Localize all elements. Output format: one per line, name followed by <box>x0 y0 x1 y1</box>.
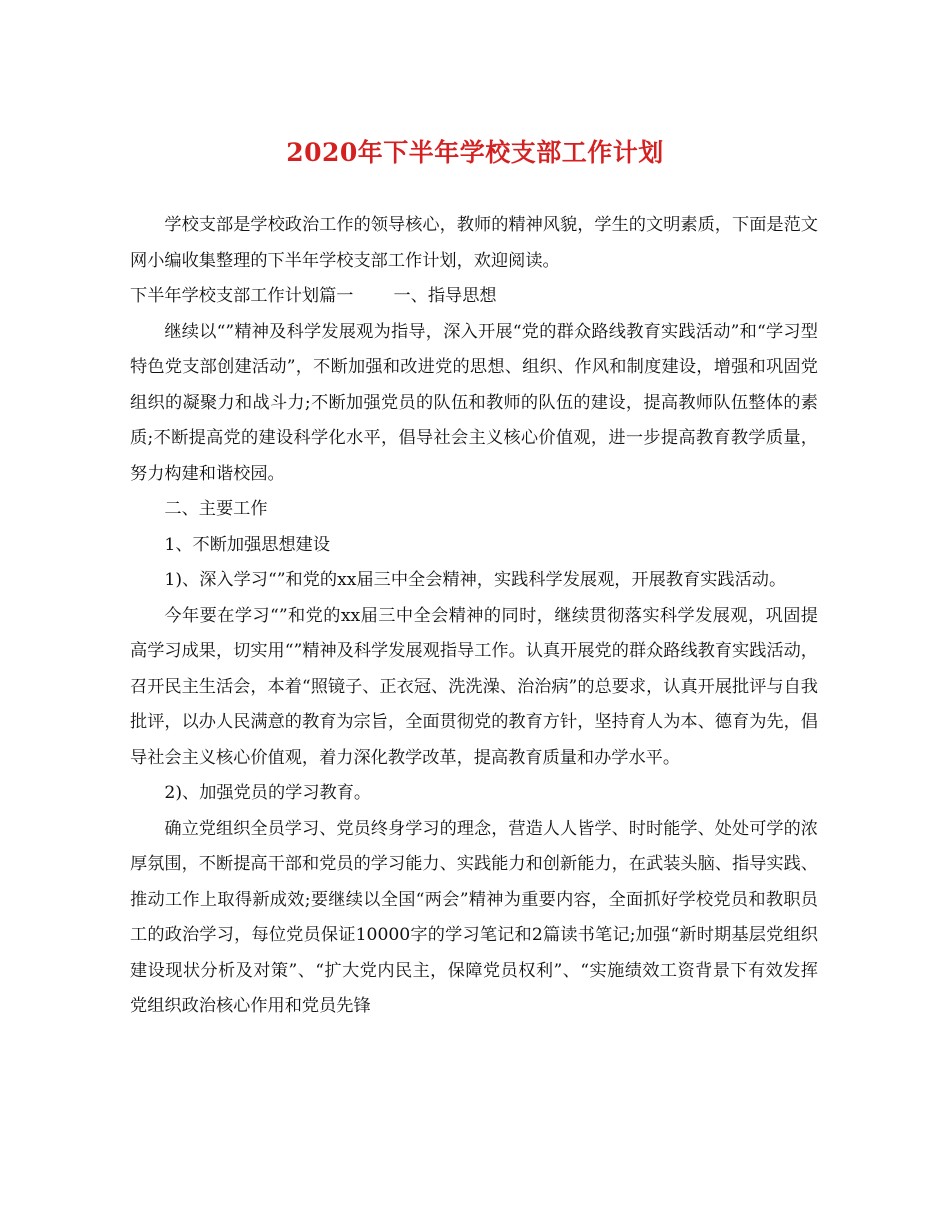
document-body <box>130 208 818 1025</box>
section-heading-main-work: 二、主要工作 <box>164 499 268 519</box>
section-heading-line <box>130 279 818 315</box>
article-subtitle: 下半年学校支部工作计划篇一 <box>130 286 354 306</box>
section-heading-guiding-ideology: 一、指导思想 <box>393 286 497 306</box>
subheading-ideological-building: 1、不断加强思想建设 <box>164 534 331 555</box>
item-1-detail-paragraph: 今年要在学习“”和党的xx届三中全会精神的同时，继续贯彻落实科学发展观，巩固提高学习成果，切实用“”精神及科学发展观指导工作。认真开展党的群众路线教育实践活动，召开民主生活会，本着“照镜子、正衣冠、洗洗澡、治治病”的总要求，认真开展批评与自我批评，以办人民满意的教育为宗旨，全面贯彻党的教育方针，坚持育人为本、德育为先，倡导社会主义核心价值观，着力深化教学改革，提高教育质量和办学水平。 <box>130 605 818 768</box>
guiding-ideology-paragraph: 继续以“”精神及科学发展观为指导，深入开展“党的群众路线教育实践活动”和“学习型特色党支部创建活动”，不断加强和改进党的思想、组织、作风和制度建设，增强和巩固党组织的凝聚力和战斗力;不断加强党员的队伍和教师的队伍的建设，提高教师队伍整体的素质;不断提高党的建设科学化水平，倡导社会主义核心价值观，进一步提高教育教学质量，努力构建和谐校园。 <box>130 321 818 484</box>
item-2-detail-paragraph: 确立党组织全员学习、党员终身学习的理念，营造人人皆学、时时能学、处处可学的浓厚氛围，不断提高干部和党员的学习能力、实践能力和创新能力，在武装头脑、指导实践、推动工作上取得新成效;要继续以全国“两会”精神为重要内容，全面抓好学校党员和教职员工的政治学习，每位党员保证10000字的学习笔记和2篇读书笔记;加强“新时期基层党组织建设现状分析及对策”、“扩大党内民主，保障党员权利”、“实施绩效工资背景下有效发挥党组织政治核心作用和党员先锋 <box>130 818 818 1016</box>
intro-paragraph: 学校支部是学校政治工作的领导核心，教师的精神风貌，学生的文明素质，下面是范文网小编收集整理的下半年学校支部工作计划，欢迎阅读。 <box>130 215 818 271</box>
item-2-heading: 2)、加强党员的学习教育。 <box>164 783 372 803</box>
item-1-paragraph: 1)、深入学习“”和党的xx届三中全会精神，实践科学发展观，开展教育实践活动。 <box>164 570 787 590</box>
document-title: 2020年下半年学校支部工作计划 <box>286 138 664 167</box>
